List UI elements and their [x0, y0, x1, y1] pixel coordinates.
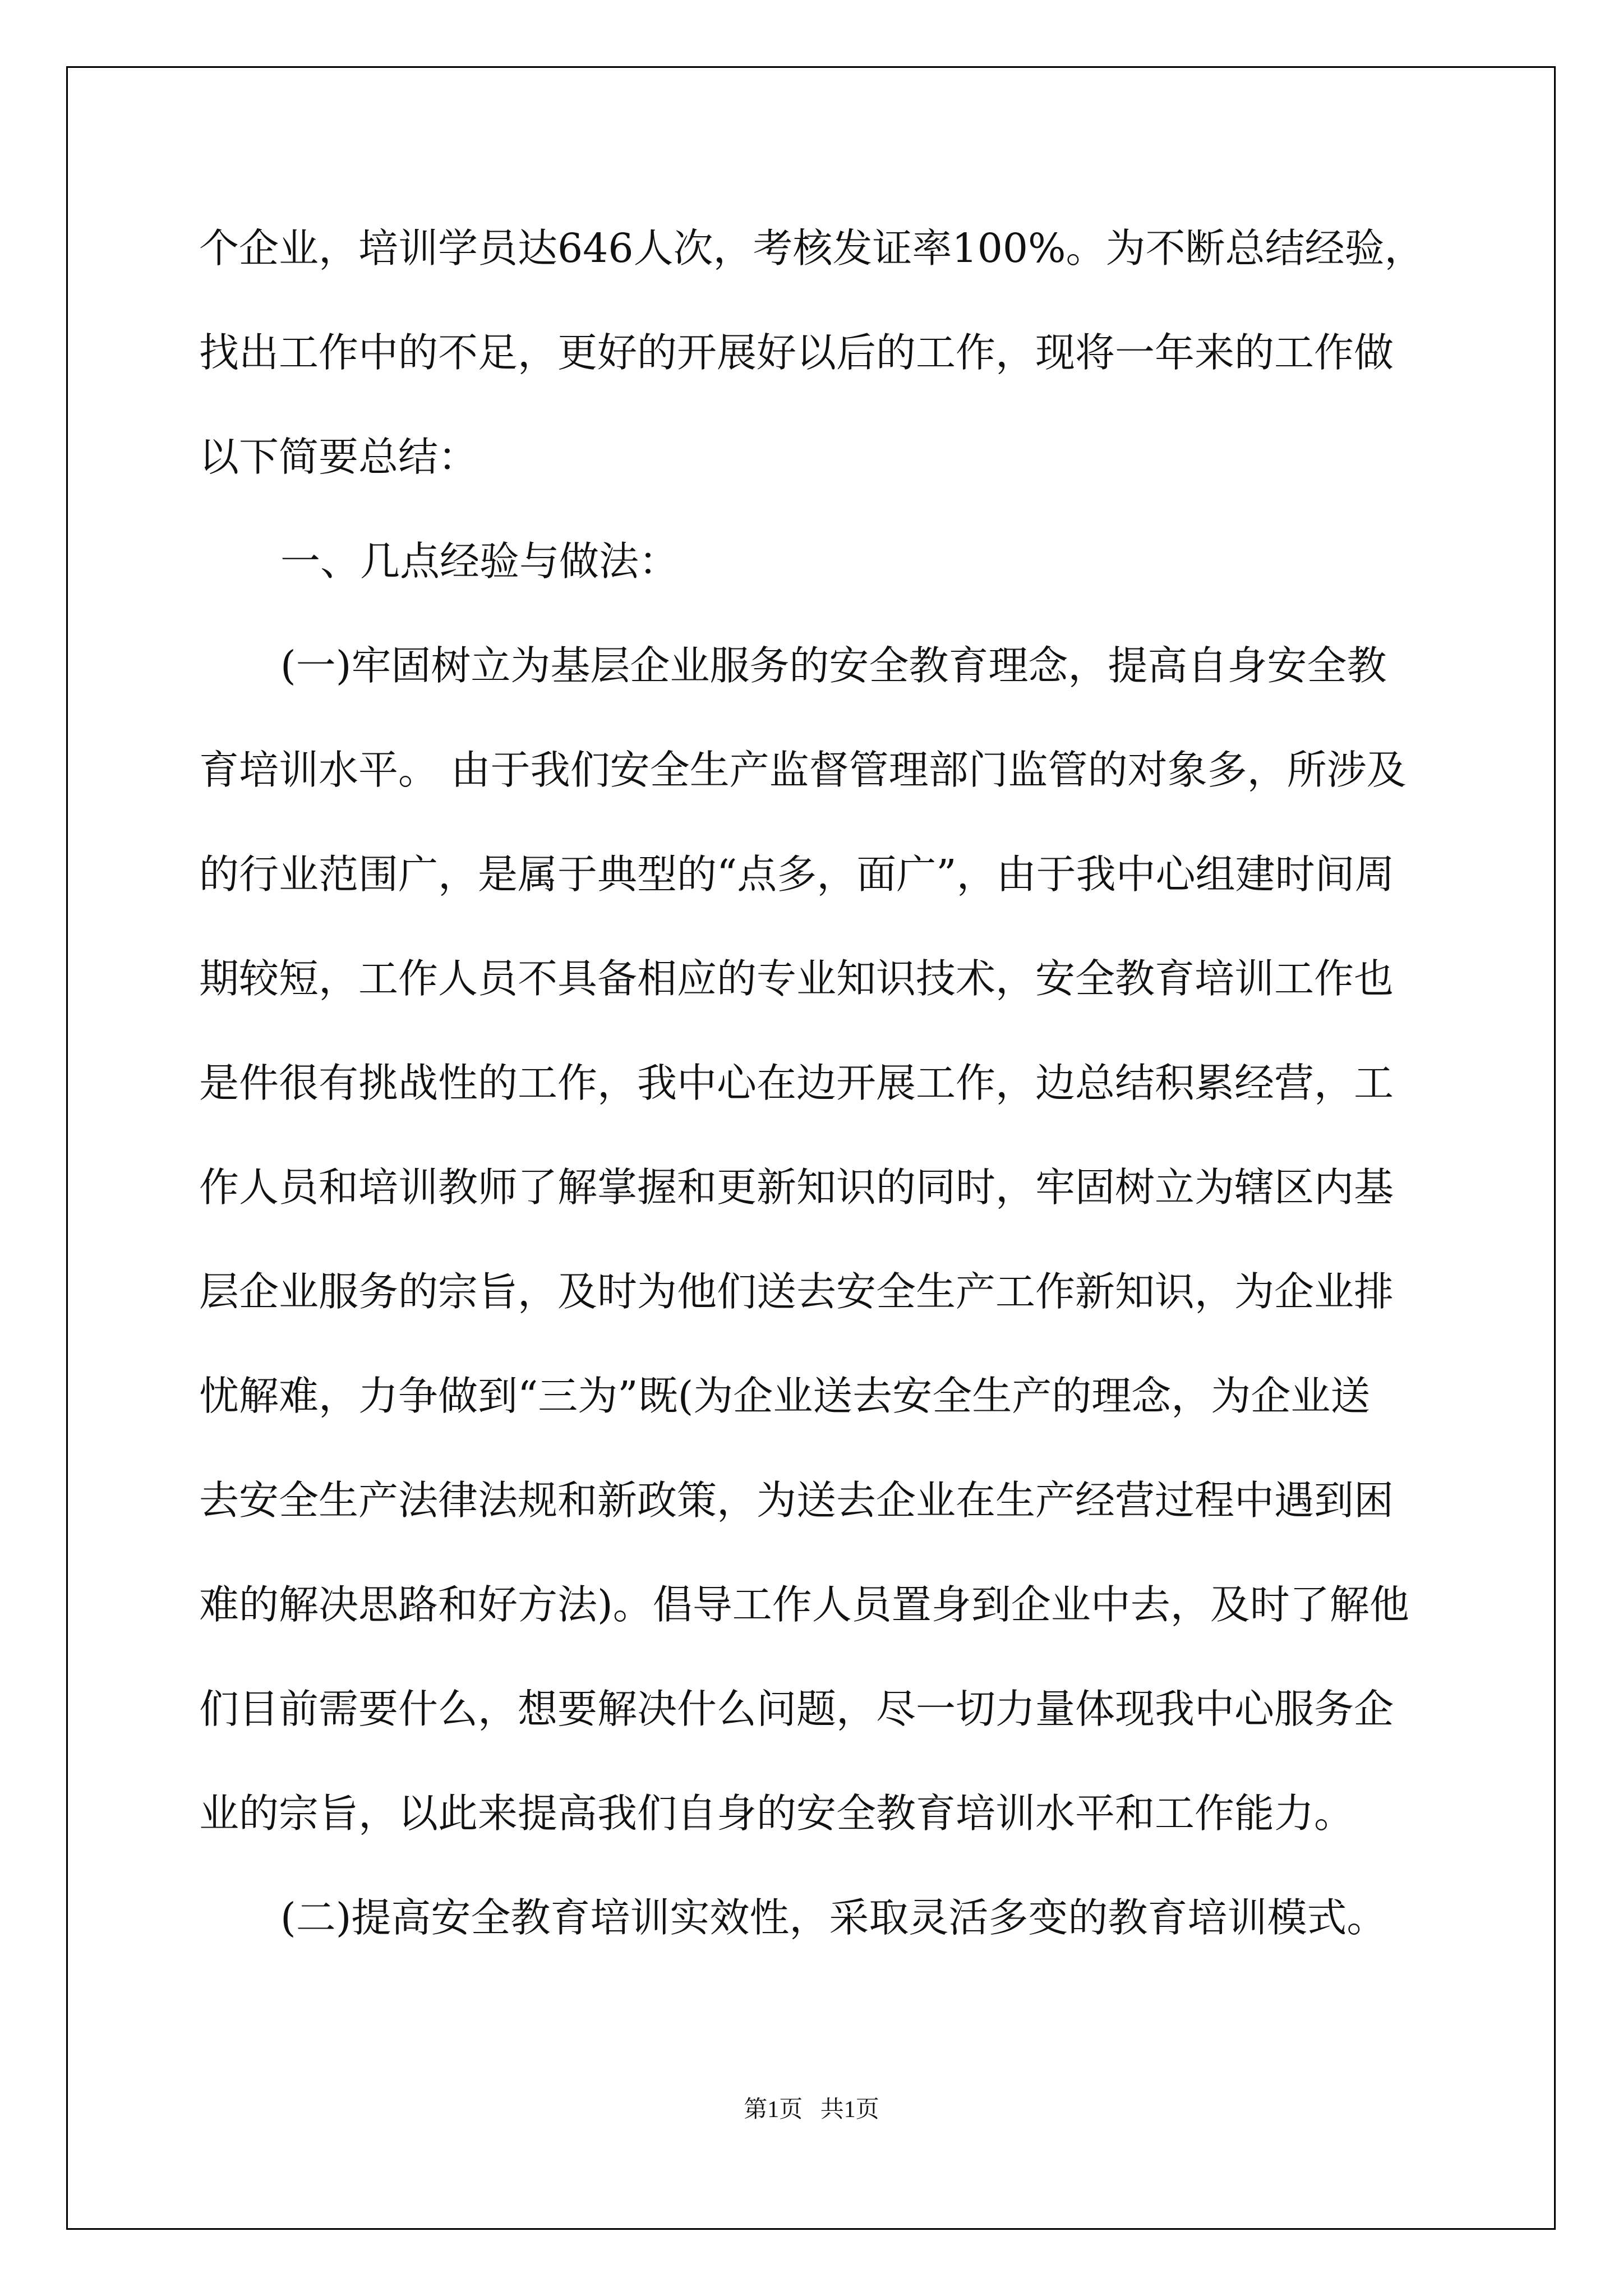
subsection-heading-2: (二)提高安全教育培训实效性，采取灵活多变的教育培训模式。 — [280, 1894, 1387, 1941]
body-line-1: 个企业，培训学员达646人次，考核发证率100%。为不断总结经验， — [199, 225, 1424, 272]
body-line-12: 忧解难，力争做到“三为”既(为企业送去安全生产的理念，为企业送 — [199, 1373, 1371, 1419]
body-line-9: 是件很有挑战性的工作，我中心在边开展工作，边总结积累经营，工 — [199, 1060, 1394, 1106]
body-line-11: 层企业服务的宗旨，及时为他们送去安全生产工作新知识，为企业排 — [199, 1268, 1394, 1315]
body-line-16: 业的宗旨，以此来提高我们自身的安全教育培训水平和工作能力。 — [199, 1790, 1354, 1837]
body-line-8: 期较短，工作人员不具备相应的专业知识技术，安全教育培训工作也 — [199, 955, 1394, 1002]
body-line-7: 的行业范围广，是属于典型的“点多，面广”，由于我中心组建时间周 — [199, 851, 1395, 898]
body-line-6: 育培训水平。 由于我们安全生产监督管理部门监管的对象多，所涉及 — [199, 747, 1407, 793]
body-line-13: 去安全生产法律法规和新政策，为送去企业在生产经营过程中遇到困 — [199, 1477, 1394, 1524]
body-line-14: 难的解决思路和好方法)。倡导工作人员置身到企业中去，及时了解他 — [199, 1581, 1409, 1628]
body-line-2: 找出工作中的不足，更好的开展好以后的工作，现将一年来的工作做 — [199, 329, 1394, 376]
body-line-10: 作人员和培训教师了解掌握和更新知识的同时，牢固树立为辖区内基 — [199, 1164, 1394, 1211]
body-line-15: 们目前需要什么，想要解决什么问题，尽一切力量体现我中心服务企 — [199, 1686, 1394, 1732]
subsection-heading-1: (一)牢固树立为基层企业服务的安全教育理念，提高自身安全教 — [280, 642, 1387, 689]
section-heading-1: 一、几点经验与做法： — [280, 538, 679, 585]
page-number-footer: 第1页 共1页 — [744, 2097, 879, 2123]
body-line-3: 以下简要总结： — [199, 434, 478, 480]
